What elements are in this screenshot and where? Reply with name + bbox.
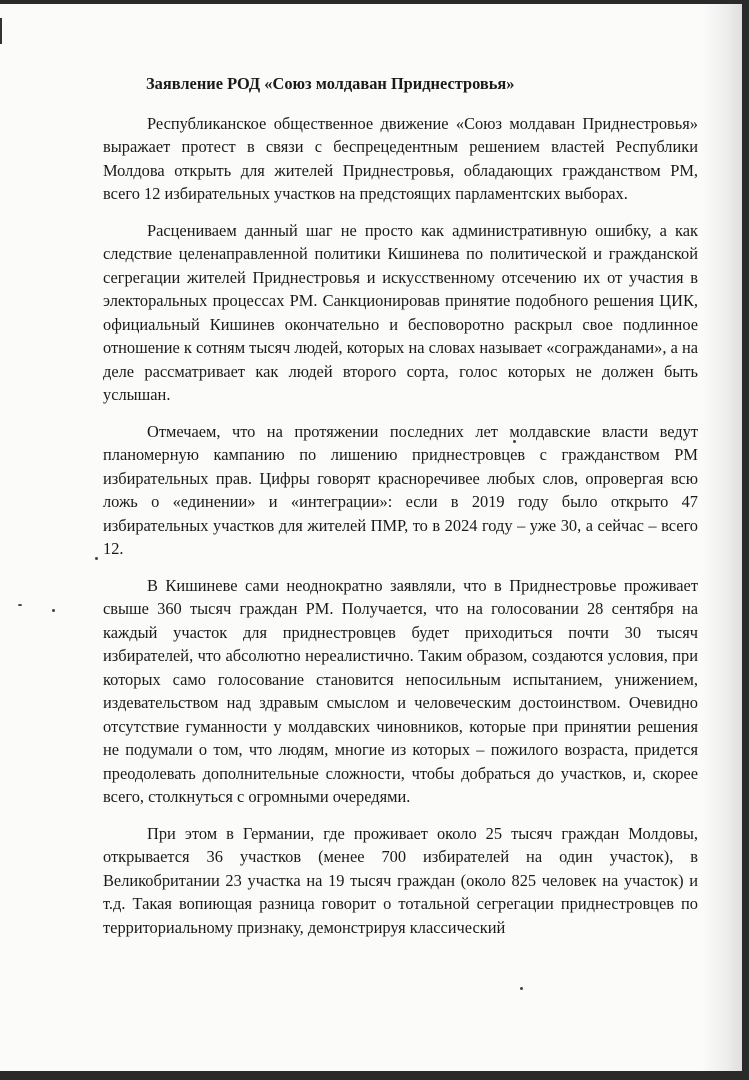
paragraph-2: Расцениваем данный шаг не просто как административную ошибку, а как следствие целенаправленной политики Кишинева по политической и гражданской сегрегации жителей Приднестровья и искусственному отсечению их от участия в электоральных процессах РМ. Санкционировав принятие подобного решения ЦИК, официальный Кишинев окончательно и бесповоротно раскрыл свое подлинное отношение к сотням тысяч людей, которых на словах называет «согражданами», а на деле рассматривает как людей второго сорта, голос которых не должен быть услышан. xyxy=(103,220,698,404)
paragraph-5: При этом в Германии, где проживает около 25 тысяч граждан Молдовы, открывается 36 участков (менее 700 избирателей на один участок), в Великобритании 23 участка на 19 тысяч граждан (около 825 человек на участок) и т.д. Такая вопиющая разница говорит о тотальной сегрегации приднестровцев по территориальному признаку, демонстрируя классический xyxy=(103,823,698,937)
paragraph-4: В Кишиневе сами неоднократно заявляли, что в Приднестровье проживает свыше 360 тысяч граждан РМ. Получается, что на голосовании 28 сентября на каждый участок для приднестровцев будет приходиться почти 30 тысяч избирателей, что абсолютно нереалистично. Таким образом, создаются условия, при которых само голосование становится непосильным испытанием, унижением, издевательством над здравым смыслом и человеческим достоинством. Очевидно отсутствие гуманности у молдавских чиновников, которые при принятии решения не подумали о том, что людям, многие из которых – пожилого возраста, придется преодолевать дополнительные сложности, чтобы добраться до участков, и, скорее всего, столкнуться с огромными очередями. xyxy=(103,575,698,806)
scan-speck xyxy=(52,609,55,612)
document-body xyxy=(103,72,698,952)
scan-speck xyxy=(95,557,98,560)
paragraph-3: Отмечаем, что на протяжении последних лет молдавские власти ведут планомерную кампанию по лишению приднестровцев с гражданством РМ избирательных прав. Цифры говорят красноречивее любых слов, опровергая всю ложь о «единении» и «интеграции»: если в 2019 году было открыто 47 избирательных участков для жителей ПМР, то в 2024 году – уже 30, а сейчас – всего 12. xyxy=(103,421,698,558)
paragraph-1: Республиканское общественное движение «Союз молдаван Приднестровья» выражает протест в связи с беспрецедентным решением властей Республики Молдова открыть для жителей Приднестровья, обладающих гражданством РМ, всего 12 избирательных участков на предстоящих парламентских выборах. xyxy=(103,113,698,203)
scan-speck xyxy=(18,604,22,606)
page-fold-shadow xyxy=(702,4,742,1071)
document-title: Заявление РОД «Союз молдаван Приднестровья» xyxy=(146,74,515,93)
document-page xyxy=(0,4,742,1071)
scan-edge-mark xyxy=(0,18,2,44)
scan-speck xyxy=(520,987,523,990)
